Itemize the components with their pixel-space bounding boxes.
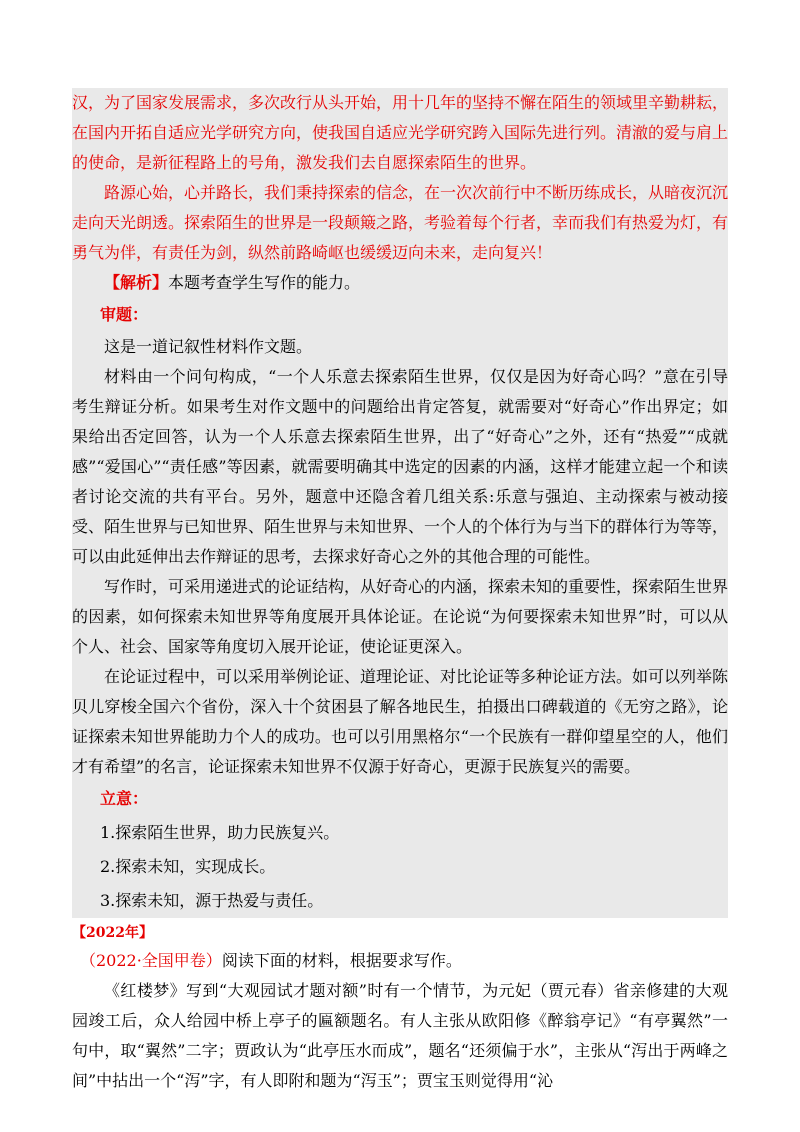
year-heading: 【2022年】 [72, 925, 153, 941]
shenti-paragraph-3: 写作时，可采用递进式的论证结构，从好奇心的内涵，探索未知的重要性，探索陌生世界的因素，如何探索未知世界等角度展开具体论证。在论说“为何要探索未知世界”时，可以从个人、社会、国家等角度切入展开论证，使论证更深入。 [72, 577, 729, 656]
liyi-point-3: 3.探索未知，源于热爱与责任。 [100, 891, 324, 910]
analysis-text: 本题考查学生写作的能力。 [168, 273, 361, 292]
shenti-paragraph-4: 在论证过程中，可以采用举例论证、道理论证、对比论证等多种论证方法。如可以列举陈贝儿穿梭全国六个省份，深入十个贫困县了解各地民生，拍摄出口碑载道的《无穷之路》，论证探索未知世界能助力个人的成功。也可以引用黑格尔“一个民族有一群仰望星空的人，他们才有希望”的名言，论证探索未知世界不仅源于好奇心，更源于民族复兴的需要。 [72, 667, 729, 776]
answer-block [72, 88, 728, 918]
analysis-label: 【解析】 [104, 273, 169, 292]
liyi-point-1: 1.探索陌生世界，助力民族复兴。 [100, 823, 340, 842]
shenti-paragraph-1: 这是一道记叙性材料作文题。 [104, 337, 313, 356]
liyi-point-2: 2.探索未知，实现成长。 [100, 857, 276, 876]
shenti-heading: 审题： [100, 305, 149, 324]
essay-paragraph-2: 路源心始，心并路长，我们秉持探索的信念，在一次次前行中不断历练成长，从暗夜沉沉走向天光朗透。探索陌生的世界是一段颠簸之路，考验着每个行者，幸而我们有热爱为灯，有勇气为伴，有责任为剑，纵然前路崎岖也缓缓迈向未来，走向复兴！ [72, 183, 729, 262]
shenti-paragraph-2: 材料由一个问句构成，“一个人乐意去探索陌生世界，仅仅是因为好奇心吗？”意在引导考生辩证分析。如果考生对作文题中的问题给出肯定答复，就需要对“好奇心”作出界定；如果给出否定回答，认为一个人乐意去探索陌生世界，出了“好奇心”之外，还有“热爱”“成就感”“爱国心”“责任感”等因素，就需要明确其中选定的因素的内涵，这样才能建立起一个和读者讨论交流的共有平台。另外，题意中还隐含着几组关系:乐意与强迫、主动探索与被动接受、陌生世界与已知世界、陌生世界与未知世界、一个人的个体行为与当下的群体行为等等，可以由此延伸出去作辩证的思考，去探求好奇心之外的其他合理的可能性。 [72, 367, 729, 566]
analysis-line [72, 268, 728, 298]
question-source-line [72, 946, 728, 976]
liyi-heading: 立意： [100, 789, 149, 808]
exam-source-tag: （2022·全国甲卷） [80, 951, 222, 970]
material-paragraph: 《红楼梦》写到“大观园试才题对额”时有一个情节，为元妃（贾元春）省亲修建的大观园竣工后，众人给园中桥上亭子的匾额题名。有人主张从欧阳修《醉翁亭记》“有亭翼然”一句中，取“翼然”二字；贾政认为“此亭压水而成”，题名“还须偏于水”，主张从“泻出于两峰之间”中拈出一个“泻”字，有人即附和题为“泻玉”；贾宝玉则觉得用“沁 [72, 981, 728, 1090]
essay-paragraph-1: 汉，为了国家发展需求，多次改行从头开始，用十几年的坚持不懈在陌生的领域里辛勤耕耘，在国内开拓自适应光学研究方向，使我国自适应光学研究跨入国际先进行列。清澈的爱与肩上的使命，是新征程路上的号角，激发我们去自愿探索陌生的世界。 [72, 93, 729, 172]
question-instruction: 阅读下面的材料，根据要求写作。 [221, 951, 462, 970]
document-page [72, 88, 728, 1096]
